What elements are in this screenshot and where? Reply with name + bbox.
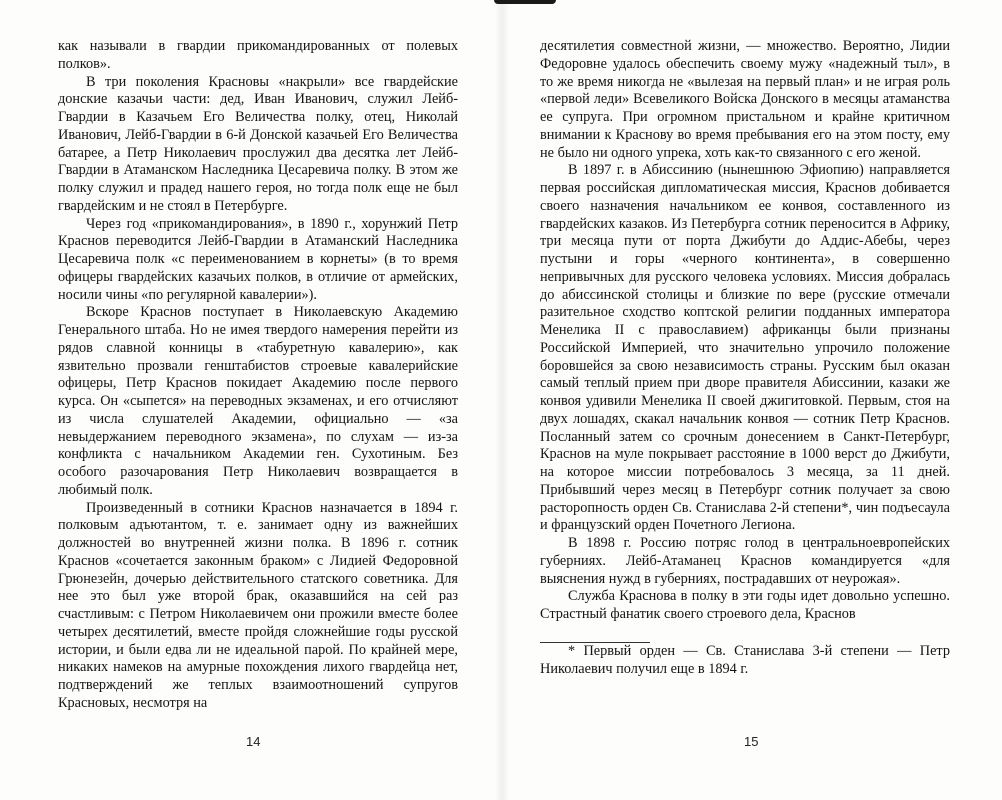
left-paragraph-5: Произведенный в сотники Краснов назначается в 1894 г. полковым адъютантом, т. е. занимает одну из важнейших должностей во внутренней жизни полка. В 1896 г. сотник Краснов «сочетается законным браком» с Лидией Федоровной Грюнезейн, дочерью действительного статского советника. Для нее это был уже второй брак, оказавшийся на сей раз счастливым: с Петром Николаевичем они прожили вместе более четырех десятилетий, вместе пройдя сложнейшие годы русской истории, и были едва ли не идеальной парой. По крайней мере, никаких намеков на амурные похождения лихого гвардейца нет, подтверждений же теплых взаимоотношений супругов Красновых, несмотря на (58, 499, 458, 711)
right-paragraph-4: Служба Краснова в полку в эти годы идет довольно успешно. Страстный фанатик своего строевого дела, Краснов (540, 588, 950, 622)
left-page-number: 14 (246, 734, 261, 749)
scan-mark (494, 0, 556, 4)
right-page-number: 15 (744, 734, 759, 749)
right-paragraph-1: десятилетия совместной жизни, — множество. Вероятно, Лидии Федоровне удалось обеспечить своему мужу «надежный тыл», в то же время никогда не «вылезая на первый план» и не играя роль «первой леди» Всевеликого Войска Донского в месяцы атаманства ее супруга. При огромном пристальном и крайне критичном внимании к Краснову во время пребывания его на этом посту, ему не было ни одного упрека, хоть как-то связанного с его женой. (540, 38, 950, 161)
left-paragraph-4: Вскоре Краснов поступает в Николаевскую Академию Генерального штаба. Но не имея твердого намерения перейти из рядов славной конницы в «табуретную кавалерию», как язвительно прозвали генштабистов строевые кавалерийские офицеры, Петр Краснов покидает Академию после первого курса. Он «сыпется» на переводных экзаменах, и его отчисляют из числа слушателей Академии, официально — «за невыдержанием переводного экзамена», по слухам — из-за конфликта с начальником Академии ген. Сухотиным. Без особого разочарования Петр Николаевич возвращается в любимый полк. (58, 304, 458, 498)
left-page (58, 38, 458, 713)
left-paragraph-3: Через год «прикомандирования», в 1890 г., хорунжий Петр Краснов переводится Лейб-Гвардии в Атаманский Наследника Цесаревича полк «с переименованием в корнеты» (в то время офицеры гвардейских казачьих полков, в отличие от армейских, носили чины «по регулярной кавалерии»). (58, 215, 458, 303)
right-paragraph-3: В 1898 г. Россию потряс голод в центральноевропейских губерниях. Лейб-Атаманец Краснов командируется «для выяснения нужд в губерниях, пострадавших от неурожая». (540, 535, 950, 587)
right-paragraph-2: В 1897 г. в Абиссинию (нынешнюю Эфиопию) направляется первая российская дипломатическая миссия, Краснов добивается своего назначения начальником ее конвоя, составленного из гвардейских казаков. Из Петербурга сотник переносится в Африку, три месяца пути от порта Джибути до Аддис-Абебы, через пустыни и горы «черного континента», в совершенно непривычных для русского человека условиях. Миссия добралась до абиссинской столицы и близкие по вере (русские отмечали разительное сходство коптской религии подданных императора Менелика II с православием) африканцы были признаны Российской Империей, что значительно упрочило положение боровшейся за свою независимость страны. Русским был оказан самый теплый прием при дворе правителя Абиссинии, казаки же конвоя удивили Менелика II своей джигитовкой. Первым, стоя на двух лошадях, скакал начальник конвоя — сотник Петр Краснов. Посланный затем со срочным донесением в Санкт-Петербург, Краснов на муле покрывает расстояние в 1000 верст до Джибути, на которое миссии потребовалось 3 месяца, за 11 дней. Прибывший через месяц в Петербург сотник получает за свою расторопность орден Св. Станислава 2-й степени*, чин подъесаула и французский орден Почетного Легиона. (540, 162, 950, 534)
footnote: * Первый орден — Св. Станислава 3-й степени — Петр Николаевич получил еще в 1894 г. (540, 642, 950, 677)
right-page (540, 38, 950, 678)
book-gutter (495, 0, 509, 800)
left-paragraph-1: как называли в гвардии прикомандированных от полевых полков». (58, 38, 458, 72)
left-paragraph-2: В три поколения Красновы «накрыли» все гвардейские донские казачьи части: дед, Иван Иванович, служил Лейб-Гвардии в Казачьем Его Величества полку, отец, Николай Иванович, Лейб-Гвардии в 6-й Донской казачьей Его Величества батарее, а Петр Николаевич прослужил два десятка лет Лейб-Гвардии в Атаманском Наследника Цесаревича полку. В этом же полку служил и прадед нашего героя, но тогда полк еще не был гвардейским и не стоял в Петербурге. (58, 73, 458, 214)
